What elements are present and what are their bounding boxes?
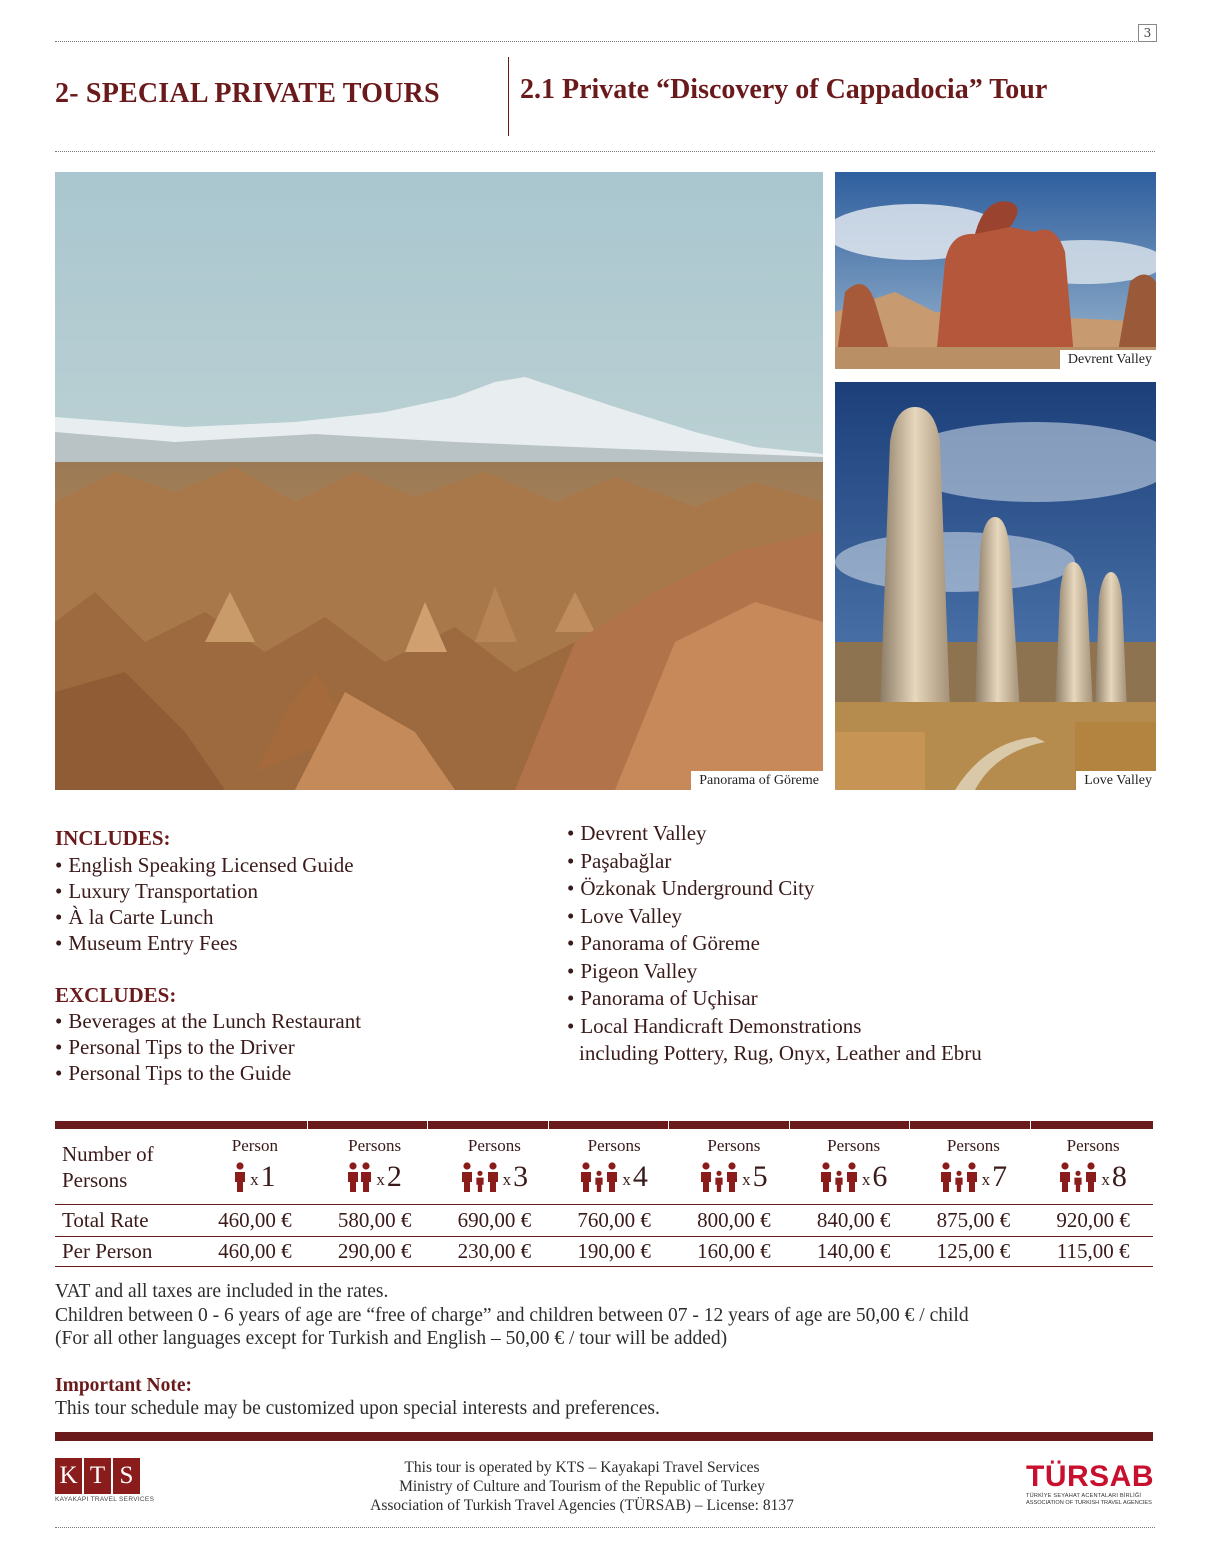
persons-count <box>554 1160 674 1192</box>
table-header-row <box>55 1130 1153 1204</box>
kts-logo <box>55 1458 155 1504</box>
persons-word: Persons <box>1066 1135 1120 1155</box>
rule-segment-gap <box>427 1121 428 1129</box>
note-line: Children between 0 - 6 years of age are “free of charge” and children between 07 - 12 years of age are 50,00 € / child <box>55 1304 969 1326</box>
person-figure <box>235 1162 245 1192</box>
persons-number: 1 <box>260 1159 276 1193</box>
photo-love-valley <box>835 382 1156 790</box>
people-icon <box>820 1160 858 1192</box>
person-figure <box>607 1162 617 1192</box>
times-symbol: x <box>250 1169 259 1189</box>
persons-word: Persons <box>587 1135 641 1155</box>
header-divider <box>508 57 509 136</box>
total-rate-cell: 690,00 € <box>435 1204 555 1236</box>
important-note-title: Important Note: <box>55 1375 193 1396</box>
list-item: • Panorama of Uçhisar <box>567 985 982 1013</box>
persons-header-cell <box>554 1130 674 1204</box>
persons-word: Person <box>231 1135 279 1155</box>
person-figure <box>476 1170 483 1191</box>
includes-title: INCLUDES: <box>55 826 171 850</box>
rule-segment-gap <box>668 1121 669 1129</box>
excludes-list <box>55 1008 361 1086</box>
persons-word: Persons <box>467 1135 521 1155</box>
list-item: • Luxury Transportation <box>55 878 354 904</box>
person-figure <box>1075 1170 1082 1191</box>
tour-title: 2.1 Private “Discovery of Cappadocia” Tour <box>520 74 1048 105</box>
rate-notes <box>55 1280 969 1351</box>
total-rate-cell: 840,00 € <box>794 1204 914 1236</box>
tursab-wordmark: TÜRSAB <box>1026 1460 1154 1493</box>
persons-count <box>315 1160 435 1192</box>
person-figure <box>1060 1162 1070 1192</box>
footer-operator-info <box>300 1458 864 1515</box>
note-line: VAT and all taxes are included in the rates. <box>55 1281 389 1302</box>
page-number: 3 <box>1138 24 1157 42</box>
list-item: • Personal Tips to the Guide <box>55 1060 361 1086</box>
person-figure <box>581 1162 591 1192</box>
kts-letter-t: T <box>84 1458 111 1494</box>
tursab-logo <box>1024 1458 1154 1508</box>
times-symbol: x <box>622 1169 631 1189</box>
list-item: • Devrent Valley <box>567 820 982 848</box>
person-figure <box>821 1162 831 1192</box>
persons-header-cell <box>794 1130 914 1204</box>
footer-line: Association of Turkish Travel Agencies (TÜRSAB) – License: 8137 <box>370 1497 794 1514</box>
person-figure <box>596 1170 603 1191</box>
persons-number: 6 <box>872 1159 888 1193</box>
per-person-cell: 460,00 € <box>195 1236 315 1266</box>
persons-word: Persons <box>946 1135 1000 1155</box>
row-label-total-rate: Total Rate <box>55 1204 195 1236</box>
times-symbol: x <box>1101 1169 1110 1189</box>
persons-count <box>435 1160 555 1192</box>
persons-number: 7 <box>992 1159 1008 1193</box>
photo-devrent-valley <box>835 172 1156 369</box>
list-item: • English Speaking Licensed Guide <box>55 852 354 878</box>
persons-count <box>674 1160 794 1192</box>
persons-header-cell <box>195 1130 315 1204</box>
persons-count <box>1033 1160 1153 1192</box>
kts-subtitle: KAYAKAPI TRAVEL SERVICES <box>55 1496 155 1503</box>
per-person-cell: 125,00 € <box>914 1236 1034 1266</box>
persons-word: Persons <box>707 1135 761 1155</box>
persons-header-cell <box>435 1130 555 1204</box>
list-item: • Museum Entry Fees <box>55 930 354 956</box>
kts-letter-k: K <box>55 1458 82 1494</box>
times-symbol: x <box>502 1169 512 1189</box>
people-icon <box>1059 1160 1097 1192</box>
rule-segment-gap <box>548 1121 549 1129</box>
persons-number: 8 <box>1111 1159 1127 1193</box>
person-figure <box>716 1170 723 1191</box>
per-person-cell: 290,00 € <box>315 1236 435 1266</box>
caption-love-valley: Love Valley <box>1076 771 1156 790</box>
people-icon <box>580 1160 618 1192</box>
person-figure <box>835 1170 842 1191</box>
persons-word: Persons <box>827 1135 881 1155</box>
people-icon <box>700 1160 738 1192</box>
footer-top-rule <box>55 1432 1153 1441</box>
list-item: • Love Valley <box>567 903 982 931</box>
persons-number: 4 <box>632 1159 648 1193</box>
note-line: (For all other languages except for Turkish and English – 50,00 € / tour will be added) <box>55 1328 728 1349</box>
per-person-cell: 190,00 € <box>554 1236 674 1266</box>
persons-number: 5 <box>752 1159 768 1193</box>
header-label-line2: Persons <box>62 1167 128 1192</box>
table-row-total-rate <box>55 1204 1153 1236</box>
list-item: • À la Carte Lunch <box>55 904 354 930</box>
person-figure <box>967 1162 977 1192</box>
tursab-subtitle-tr: TÜRKİYE SEYAHAT ACENTALARI BİRLİĞİ <box>1026 1493 1142 1499</box>
per-person-cell: 115,00 € <box>1033 1236 1153 1266</box>
people-icon <box>234 1160 246 1192</box>
persons-word: Persons <box>348 1135 402 1155</box>
times-symbol: x <box>376 1169 385 1189</box>
caption-devrent-valley: Devrent Valley <box>1060 350 1156 369</box>
header-bottom-dotted-rule <box>55 151 1155 152</box>
persons-header-cell <box>1033 1130 1153 1204</box>
table-row-per-person <box>55 1236 1153 1266</box>
persons-number: 3 <box>513 1159 529 1193</box>
total-rate-cell: 800,00 € <box>674 1204 794 1236</box>
table-top-rule <box>55 1121 1153 1129</box>
total-rate-cell: 920,00 € <box>1033 1204 1153 1236</box>
per-person-cell: 160,00 € <box>674 1236 794 1266</box>
per-person-cell: 140,00 € <box>794 1236 914 1266</box>
total-rate-cell: 460,00 € <box>195 1204 315 1236</box>
rule-segment-gap <box>789 1121 790 1129</box>
person-figure <box>941 1162 951 1192</box>
total-rate-cell: 875,00 € <box>914 1204 1034 1236</box>
person-figure <box>462 1162 472 1192</box>
kts-letter-s: S <box>113 1458 140 1494</box>
list-item: • Özkonak Underground City <box>567 875 982 903</box>
people-icon <box>347 1160 372 1192</box>
person-figure <box>348 1162 358 1192</box>
list-item: • Personal Tips to the Driver <box>55 1034 361 1060</box>
devrent-image <box>835 172 1156 369</box>
footer-line: This tour is operated by KTS – Kayakapi Travel Services <box>404 1459 760 1476</box>
list-item-continuation: including Pottery, Rug, Onyx, Leather and Ebru <box>579 1041 982 1065</box>
person-figure <box>488 1162 498 1192</box>
people-icon <box>940 1160 978 1192</box>
persons-count <box>195 1160 315 1192</box>
person-figure <box>701 1162 711 1192</box>
section-title: 2- SPECIAL PRIVATE TOURS <box>55 78 440 109</box>
excludes-title: EXCLUDES: <box>55 983 177 1007</box>
persons-header-cell <box>674 1130 794 1204</box>
includes-list <box>55 852 354 956</box>
person-figure <box>727 1162 737 1192</box>
footer-line: Ministry of Culture and Tourism of the Republic of Turkey <box>399 1478 765 1495</box>
times-symbol: x <box>742 1169 751 1189</box>
list-item: • Pigeon Valley <box>567 958 982 986</box>
people-icon <box>461 1160 499 1192</box>
tursab-subtitle-en: ASSOCIATION OF TURKISH TRAVEL AGENCIES <box>1026 1500 1152 1506</box>
person-figure <box>1086 1162 1096 1192</box>
list-item: • Paşabağlar <box>567 848 982 876</box>
price-table <box>55 1130 1153 1267</box>
persons-count <box>794 1160 914 1192</box>
per-person-cell: 230,00 € <box>435 1236 555 1266</box>
header-label-line1: Number of <box>62 1141 154 1166</box>
times-symbol: x <box>981 1169 991 1189</box>
panorama-image <box>55 172 823 790</box>
list-item: • Panorama of Göreme <box>567 930 982 958</box>
list-item: • Local Handicraft Demonstrations <box>567 1013 982 1041</box>
love-valley-image <box>835 382 1156 790</box>
header-label-cell <box>55 1130 195 1204</box>
important-note-text: This tour schedule may be customized upon special interests and preferences. <box>55 1398 660 1419</box>
list-item: • Beverages at the Lunch Restaurant <box>55 1008 361 1034</box>
persons-header-cell <box>914 1130 1034 1204</box>
times-symbol: x <box>861 1169 871 1189</box>
person-figure <box>955 1170 962 1191</box>
person-figure <box>361 1162 371 1192</box>
total-rate-cell: 760,00 € <box>554 1204 674 1236</box>
top-dotted-rule <box>55 41 1155 42</box>
caption-panorama-goreme: Panorama of Göreme <box>691 771 823 790</box>
persons-count <box>914 1160 1034 1192</box>
photo-panorama-goreme <box>55 172 823 790</box>
rule-segment-gap <box>1030 1121 1031 1129</box>
bottom-dotted-rule <box>55 1527 1155 1528</box>
row-label-per-person: Per Person <box>55 1236 195 1266</box>
total-rate-cell: 580,00 € <box>315 1204 435 1236</box>
persons-header-cell <box>315 1130 435 1204</box>
person-figure <box>847 1162 857 1192</box>
persons-number: 2 <box>386 1159 402 1193</box>
rule-segment-gap <box>307 1121 308 1129</box>
rule-segment-gap <box>909 1121 910 1129</box>
itinerary-list <box>567 820 982 1068</box>
